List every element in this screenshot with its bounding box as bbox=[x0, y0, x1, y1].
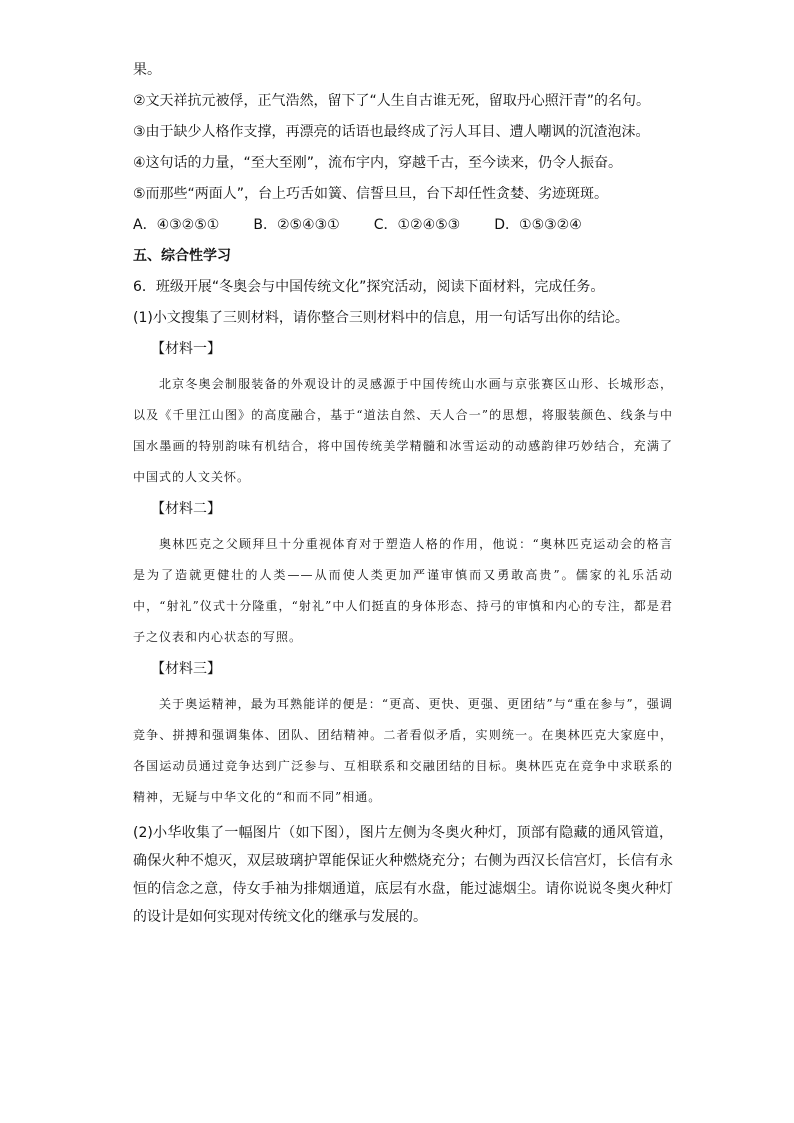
option-a: A．④③②⑤① bbox=[133, 217, 220, 233]
material-1-text: 北京冬奥会制服装备的外观设计的灵感源于中国传统山水画与京张赛区山形、长城形态，以及《千里江山图》的高度融合，基于“道法自然、天人合一”的思想，将服装颜色、线条与中国水墨画的特别韵味有机结合，将中国传统美学精髓和冰雪运动的动感韵律巧妙结合，充满了中国式的人文关怀。 bbox=[133, 377, 673, 484]
sentence-3: ③由于缺少人格作支撑，再漂亮的话语也最终成了污人耳目、遭人嘲讽的沉渣泡沫。 bbox=[133, 124, 650, 140]
option-d: D．①⑤③②④ bbox=[494, 217, 582, 233]
material-2-title: 【材料二】 bbox=[151, 501, 221, 517]
section-title: 五、综合性学习 bbox=[133, 248, 231, 264]
sentence-2: ②文天祥抗元被俘，正气浩然，留下了“人生自古谁无死，留取丹心照汗青”的名句。 bbox=[133, 93, 651, 109]
material-3-title: 【材料三】 bbox=[151, 661, 221, 677]
question-intro: 6．班级开展“冬奥会与中国传统文化”探究活动，阅读下面材料，完成任务。 bbox=[133, 279, 605, 295]
text-line-continuation: 果。 bbox=[133, 62, 161, 78]
sentence-5: ⑤而那些“两面人”，台上巧舌如簧、信誓旦旦，台下却任性贪婪、劣迹斑斑。 bbox=[133, 186, 609, 202]
sentence-4: ④这句话的力量，“至大至刚”，流布宇内，穿越千古，至今读来，仍令人振奋。 bbox=[133, 155, 623, 171]
material-1-title: 【材料一】 bbox=[151, 341, 221, 357]
option-c: C．①②④⑤③ bbox=[373, 217, 461, 233]
option-b: B．②⑤④③① bbox=[253, 217, 340, 233]
question-sub2: (2)小华收集了一幅图片（如下图），图片左侧为冬奥火种灯，顶部有隐藏的通风管道，确保火种不熄灭，双层玻璃护罩能保证火种燃烧充分；右侧为西汉长信宫灯，长信有永恒的信念之意，侍女手袖为排烟通道，底层有水盘，能过滤烟尘。请你说说冬奥火种灯的设计是如何实现对传统文化的继承与发展的。 bbox=[133, 825, 673, 925]
question-sub1: (1)小文搜集了三则材料，请你整合三则材料中的信息，用一句话写出你的结论。 bbox=[133, 310, 629, 326]
document-page bbox=[133, 60, 673, 931]
material-2-text: 奥林匹克之父顾拜旦十分重视体育对于塑造人格的作用，他说：“奥林匹克运动会的格言是为了造就更健壮的人类——从而使人类更加严谨审慎而又勇敢高贵”。儒家的礼乐活动中，“射礼”仪式十分隆重，“射礼”中人们挺直的身体形态、持弓的审慎和内心的专注，都是君子之仪表和内心状态的写照。 bbox=[133, 537, 673, 644]
answer-options bbox=[133, 215, 673, 235]
material-3-text: 关于奥运精神，最为耳熟能详的便是：“更高、更快、更强、更团结”与“重在参与”，强调竞争、拼搏和强调集体、团队、团结精神。二者看似矛盾，实则统一。在奥林匹克大家庭中，各国运动员通过竞争达到广泛参与、互相联系和交融团结的目标。奥林匹克在竞争中求联系的精神，无疑与中华文化的“和而不同”相通。 bbox=[133, 697, 673, 804]
